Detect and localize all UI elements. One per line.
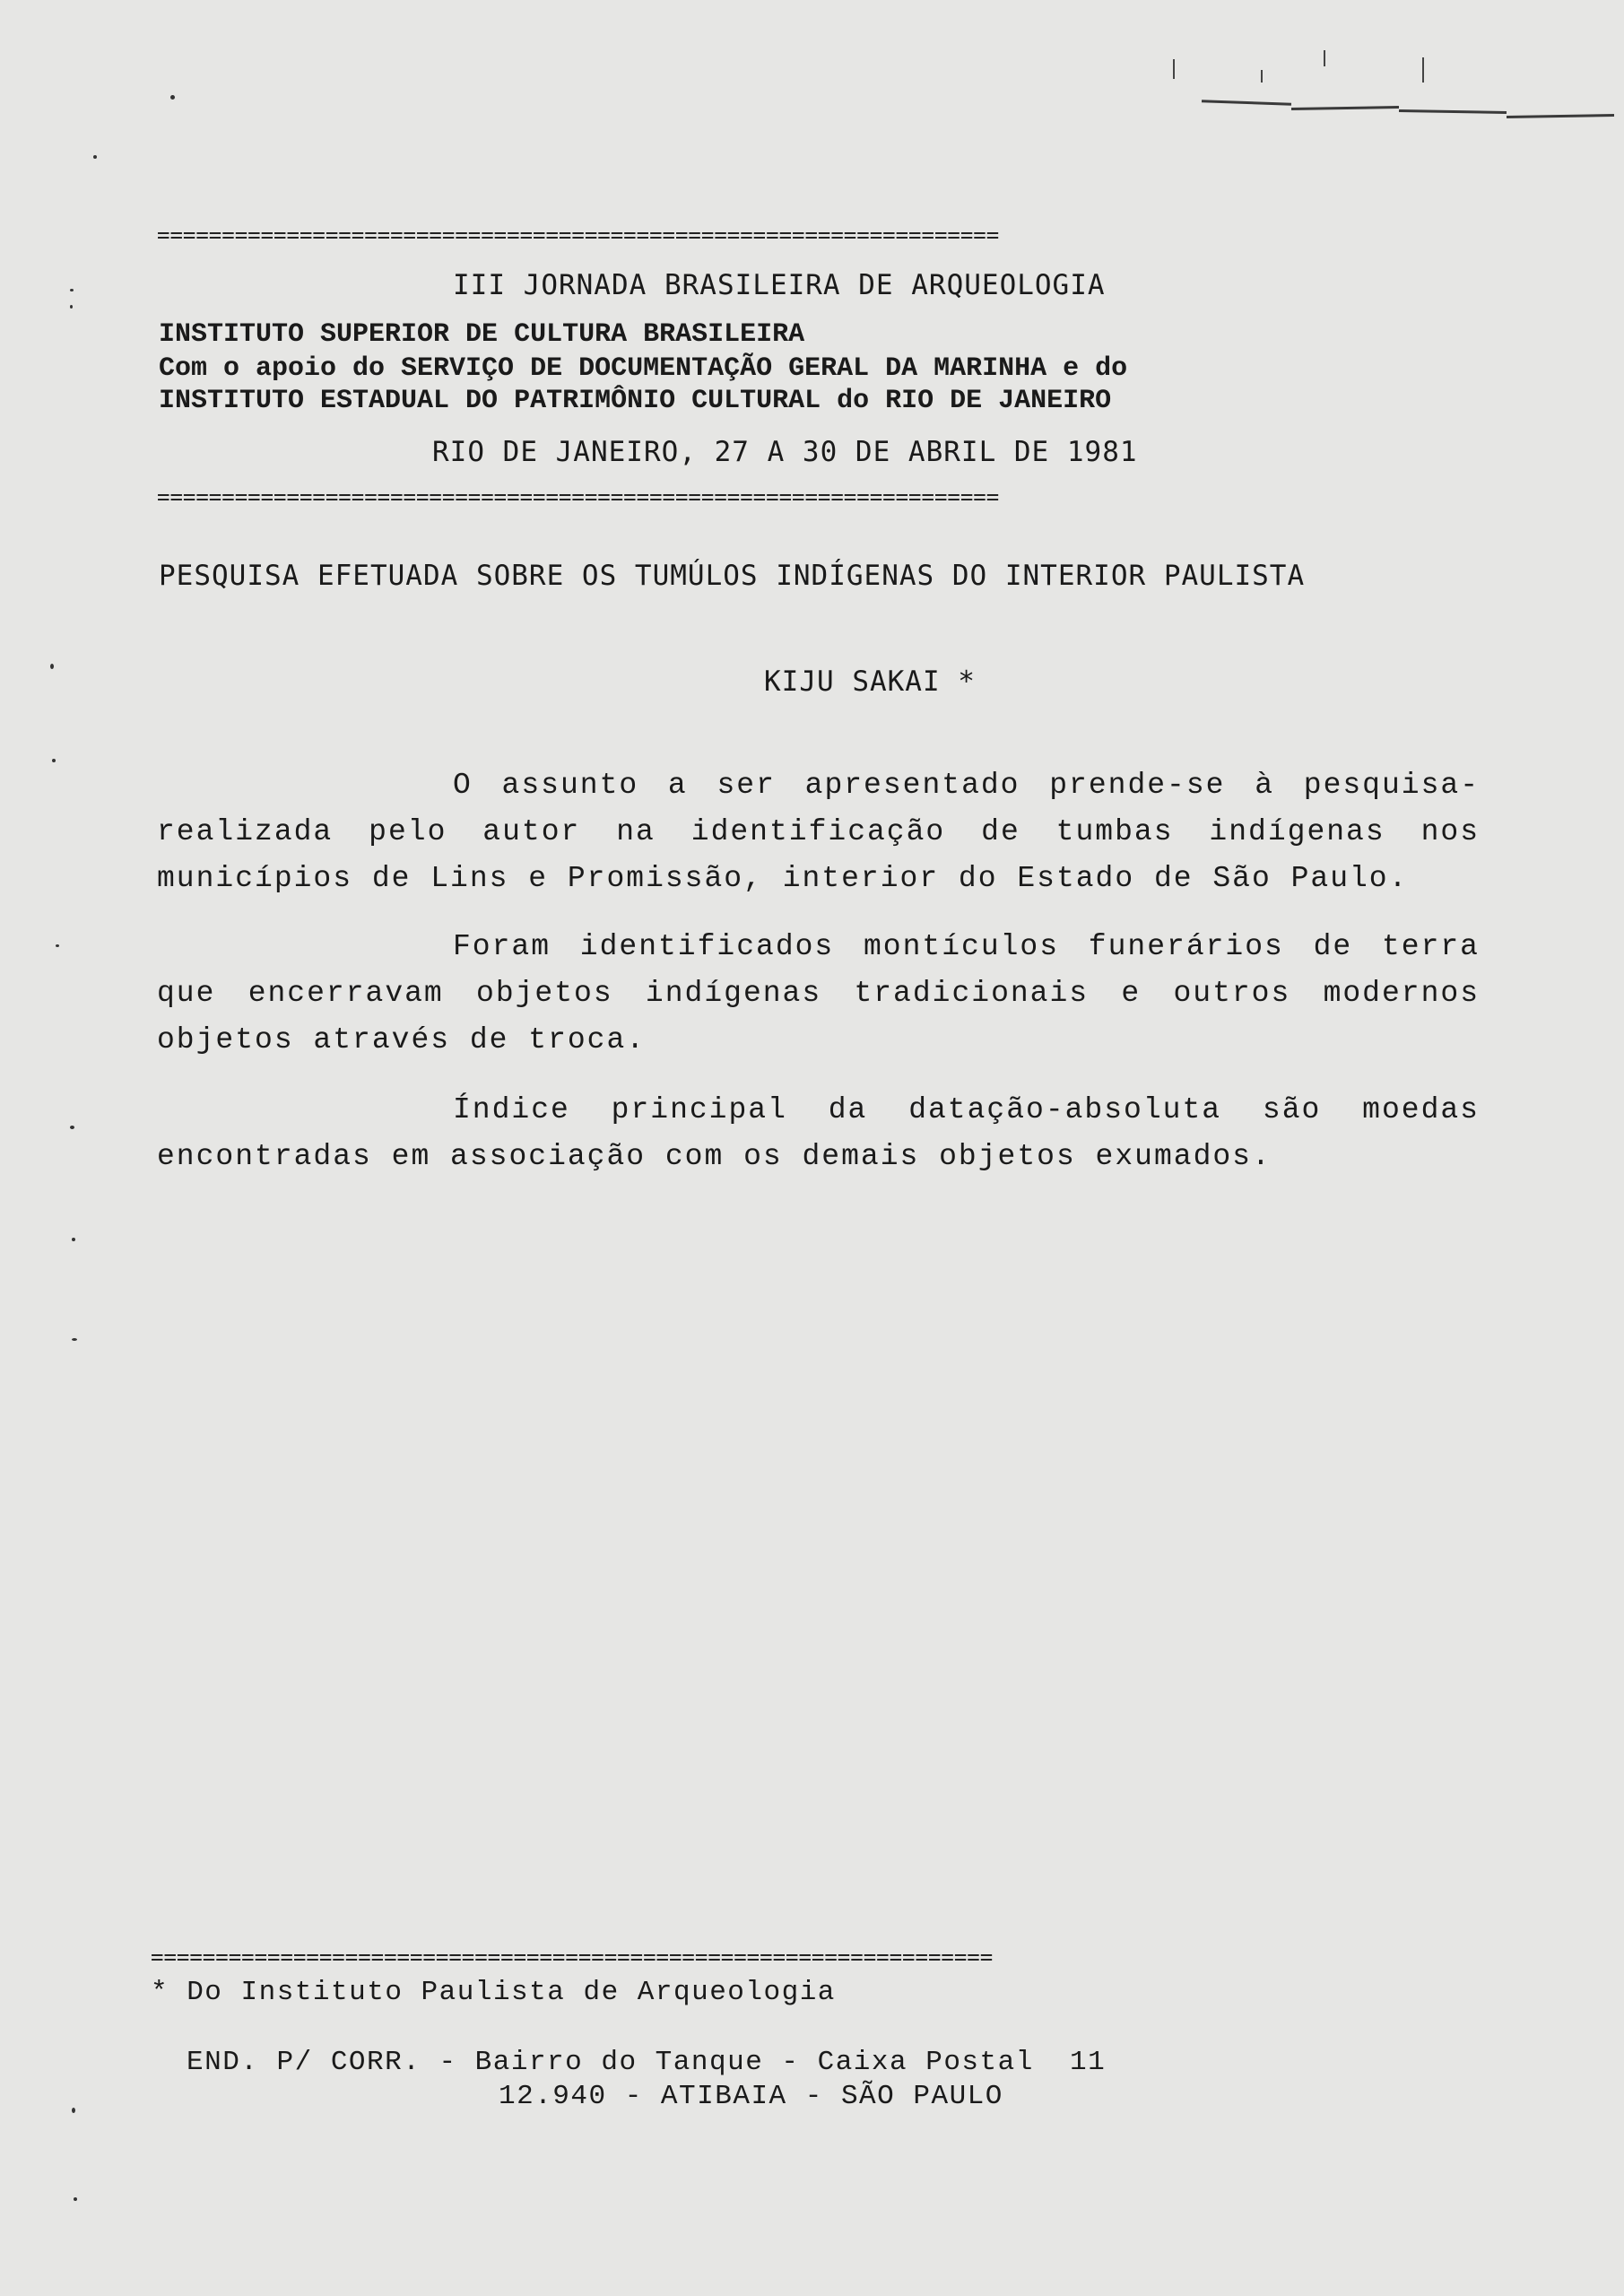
article-title: PESQUISA EFETUADA SOBRE OS TUMÚLOS INDÍGENAS DO INTERIOR PAULISTA (159, 560, 1306, 592)
support-line-1: Com o apoio do SERVIÇO DE DOCUMENTAÇÃO GERAL DA MARINHA e do (159, 353, 1128, 384)
scan-mark (1507, 114, 1614, 118)
speck (70, 289, 74, 291)
paragraph-1 (157, 762, 1480, 902)
author-name: KIJU SAKAI * (764, 665, 976, 698)
speck (170, 95, 175, 100)
speck (50, 664, 54, 669)
scan-mark (1202, 100, 1291, 105)
footnote-affiliation: * Do Instituto Paulista de Arqueologia (151, 1977, 836, 2008)
scan-mark (1291, 106, 1399, 110)
location-date: RIO DE JANEIRO, 27 A 30 DE ABRIL DE 1981 (432, 436, 1138, 468)
speck (72, 2108, 75, 2113)
header-rule-top: ================================================================= (157, 222, 1000, 248)
paragraph-2 (157, 924, 1480, 1064)
footer-rule: ================================================================= (151, 1944, 994, 1970)
speck (72, 1238, 75, 1241)
scan-mark (1324, 50, 1325, 66)
paragraph-text: O assunto a ser apresentado prende-se à pesquisa-realizada pelo autor na identificação de tumbas indígenas nos municípios de Lins e Promissão, interior do Estado de São Paulo. (157, 769, 1480, 895)
speck (74, 2197, 77, 2201)
institute-name: INSTITUTO SUPERIOR DE CULTURA BRASILEIRA (159, 319, 805, 350)
support-line-2: INSTITUTO ESTADUAL DO PATRIMÔNIO CULTURAL do RIO DE JANEIRO (159, 386, 1112, 416)
speck (70, 305, 73, 309)
speck (93, 155, 97, 159)
paragraph-3 (157, 1087, 1480, 1180)
paragraph-text: Foram identificados montículos funerários de terra que encerravam objetos indígenas tradicionais e outros modernos objetos através de troca. (157, 930, 1480, 1057)
speck (70, 1126, 74, 1129)
paragraph-text: Índice principal da datação-absoluta são moedas encontradas em associação com os demais objetos exumados. (157, 1093, 1480, 1173)
scan-mark (1261, 70, 1263, 83)
address-line-1: END. P/ CORR. - Bairro do Tanque - Caixa Postal 11 (187, 2047, 1107, 2078)
header-rule-bottom: ================================================================= (157, 484, 1000, 509)
conference-title: III JORNADA BRASILEIRA DE ARQUEOLOGIA (453, 269, 1106, 301)
scan-mark (1399, 109, 1507, 114)
scan-mark (1422, 57, 1424, 83)
scan-mark (1173, 59, 1175, 79)
speck (72, 1338, 77, 1341)
speck (56, 944, 59, 947)
speck (52, 759, 56, 762)
address-line-2: 12.940 - ATIBAIA - SÃO PAULO (499, 2081, 1003, 2112)
